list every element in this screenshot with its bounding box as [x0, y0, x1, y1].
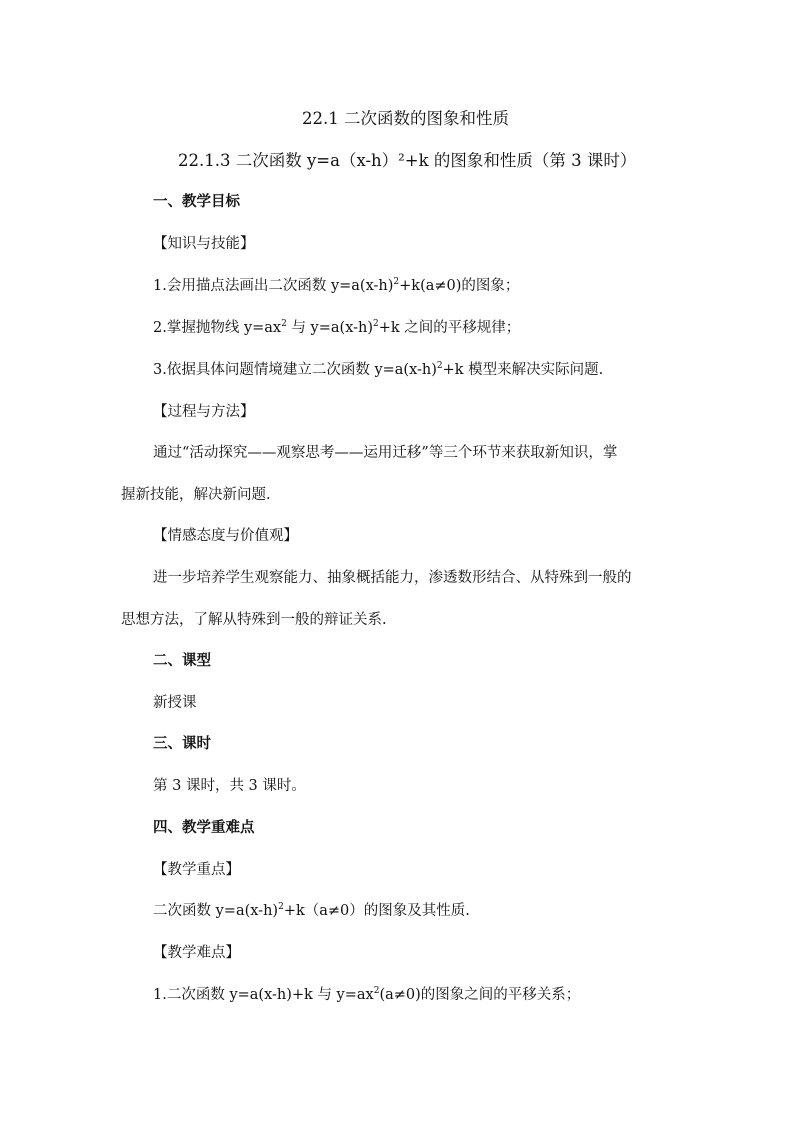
key-points-text-main: 二次函数 y=a(x-h): [153, 903, 279, 919]
knowledge-item-2-text: 2.掌握抛物线 y=ax: [153, 320, 282, 336]
subheading-key-points: 【教学重点】: [153, 862, 240, 878]
section-heading-type: 二、课型: [153, 653, 211, 669]
knowledge-item-1-tail: +k(a≠0)的图象；: [399, 278, 520, 294]
knowledge-item-2-middle: 与 y=a(x-h): [286, 320, 374, 336]
key-points-exponent: 2: [278, 902, 284, 912]
knowledge-item-3: [153, 360, 603, 380]
emotion-paragraph-line-2: 思想方法，了解从特殊到一般的辩证关系.: [121, 612, 387, 628]
knowledge-item-3-text: 3.依据具体问题情境建立二次函数 y=a(x-h): [153, 362, 437, 378]
knowledge-item-1-text: 1.会用描点法画出二次函数 y=a(x-h): [153, 278, 394, 294]
section-heading-objectives: 一、教学目标: [153, 194, 240, 210]
periods-text: 第 3 课时，共 3 课时。: [153, 778, 306, 794]
main-title: 22.1 二次函数的图象和性质: [302, 109, 509, 128]
subheading-difficult-points: 【教学难点】: [153, 945, 240, 961]
knowledge-item-3-tail: +k 模型来解决实际问题.: [442, 362, 604, 378]
knowledge-item-2-exponent-2: 2: [373, 319, 379, 329]
subheading-emotion: 【情感态度与价值观】: [153, 528, 298, 544]
sub-title: 22.1.3 二次函数 y=a（x-h）²+k 的图象和性质（第 3 课时）: [178, 151, 637, 170]
key-points-text: [153, 901, 470, 921]
subheading-process: 【过程与方法】: [153, 404, 255, 420]
section-heading-periods: 三、课时: [153, 736, 211, 752]
difficult-points-item-1: [153, 985, 580, 1005]
knowledge-item-2: [153, 318, 520, 338]
difficult-points-item-1-text: 1.二次函数 y=a(x-h)+k 与 y=ax: [153, 987, 374, 1003]
knowledge-item-1: [153, 276, 519, 296]
difficult-points-item-1-tail: (a≠0)的图象之间的平移关系；: [379, 987, 581, 1003]
process-paragraph-line-1: 通过“活动探究——观察思考——运用迁移”等三个环节来获取新知识，掌: [153, 445, 618, 461]
section-heading-key-difficult: 四、教学重难点: [153, 820, 255, 836]
knowledge-item-2-tail: +k 之间的平移规律；: [378, 320, 521, 336]
key-points-text-tail: +k（a≠0）的图象及其性质.: [283, 903, 470, 919]
subheading-knowledge: 【知识与技能】: [153, 236, 255, 252]
knowledge-item-3-exponent: 2: [436, 361, 443, 371]
difficult-points-item-1-exponent: 2: [373, 986, 380, 996]
knowledge-item-2-exponent: 2: [281, 319, 287, 329]
knowledge-item-1-exponent: 2: [393, 277, 400, 287]
process-paragraph-line-2: 握新技能，解决新问题.: [121, 487, 271, 503]
emotion-paragraph-line-1: 进一步培养学生观察能力、抽象概括能力，渗透数形结合、从特殊到一般的: [153, 570, 632, 586]
type-text: 新授课: [153, 695, 197, 711]
